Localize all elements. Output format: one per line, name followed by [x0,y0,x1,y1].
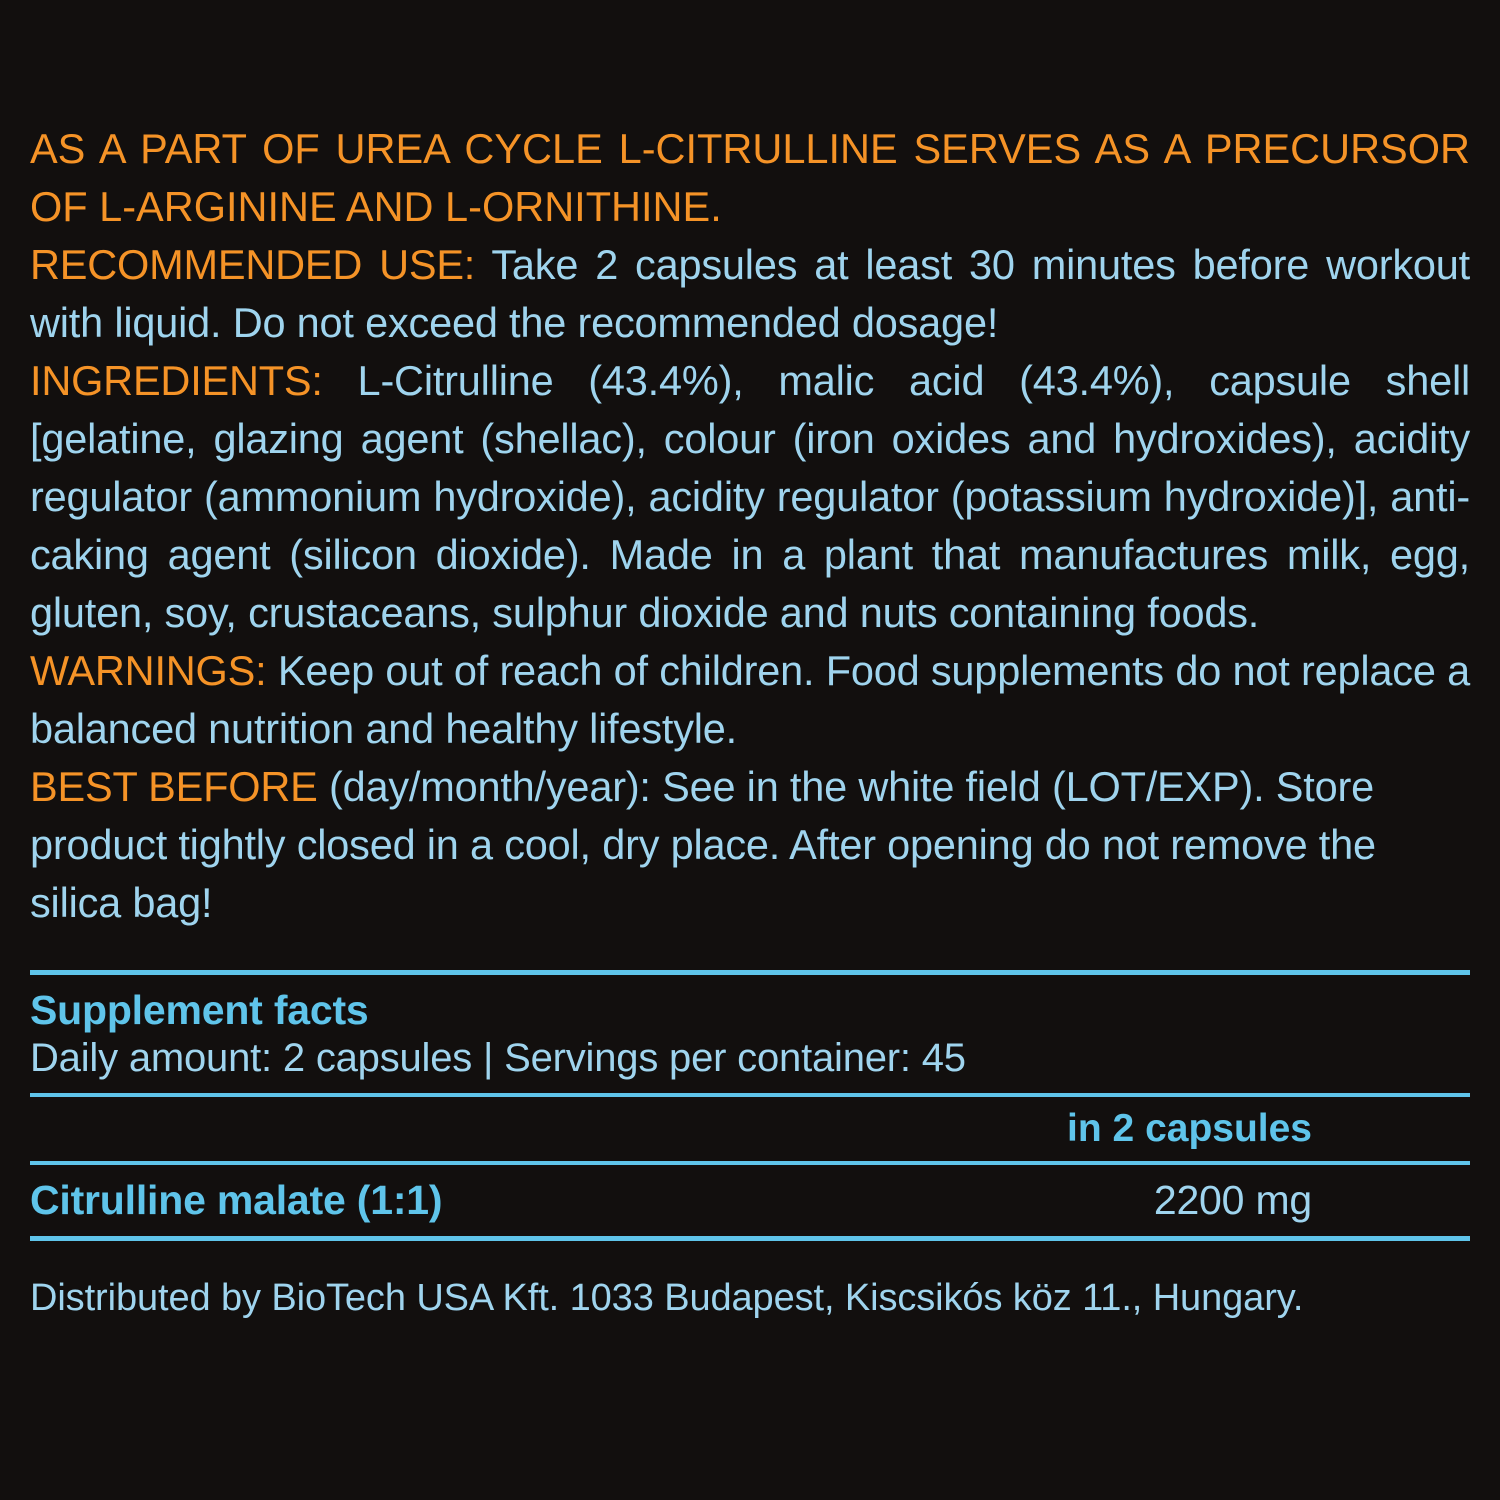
section-body: L-Citrulline (43.4%), malic acid (43.4%), capsule shell [gelatine, glazing agent (shellac), colour (iron oxides and hydroxides), acidity regulator (ammonium hydroxide), acidity regulator (potassium hydroxide)], anti-caking agent (silicon dioxide). Made in a plant that manufactures milk, egg, gluten, soy, crustaceans, sulphur dioxide and nuts containing foods. [30,357,1470,636]
supplement-facts-panel [30,970,1470,1241]
nutrient-amount: 2200 mg [1153,1177,1312,1223]
section-ingredients [30,352,1470,642]
supplement-facts-title: Supplement facts [30,987,369,1033]
section-heading: RECOMMENDED USE: [30,241,476,288]
divider-bottom [30,1236,1470,1241]
column-header-amount: in 2 capsules [1067,1107,1312,1150]
divider-top [30,970,1470,975]
section-body: (day/month/year): See in the white field (LOT/EXP). Store product tightly closed in a cool, dry place. After opening do not remove the silica bag! [30,763,1376,926]
section-warnings [30,642,1470,758]
serving-info: Daily amount: 2 capsules | Servings per container: 45 [30,1036,966,1080]
section-body: Keep out of reach of children. Food supplements do not replace a balanced nutrition and healthy lifestyle. [30,647,1470,752]
label-sections [30,236,1470,932]
nutrient-name: Citrulline malate (1:1) [30,1177,443,1223]
section-heading: INGREDIENTS: [30,357,323,404]
distributor-text: Distributed by BioTech USA Kft. 1033 Budapest, Kiscsikós köz 11., Hungary. [30,1277,1304,1319]
section-best-before [30,758,1470,932]
section-recommended-use [30,236,1470,352]
section-heading: WARNINGS: [30,647,267,694]
claim-text: AS A PART OF UREA CYCLE L-CITRULLINE SERVES AS A PRECURSOR OF L-ARGININE AND L-ORNITHINE. [30,125,1470,230]
table-row [30,1165,1470,1236]
section-body: Take 2 capsules at least 30 minutes before workout with liquid. Do not exceed the recommended dosage! [30,241,1470,346]
section-heading: BEST BEFORE [30,763,318,810]
